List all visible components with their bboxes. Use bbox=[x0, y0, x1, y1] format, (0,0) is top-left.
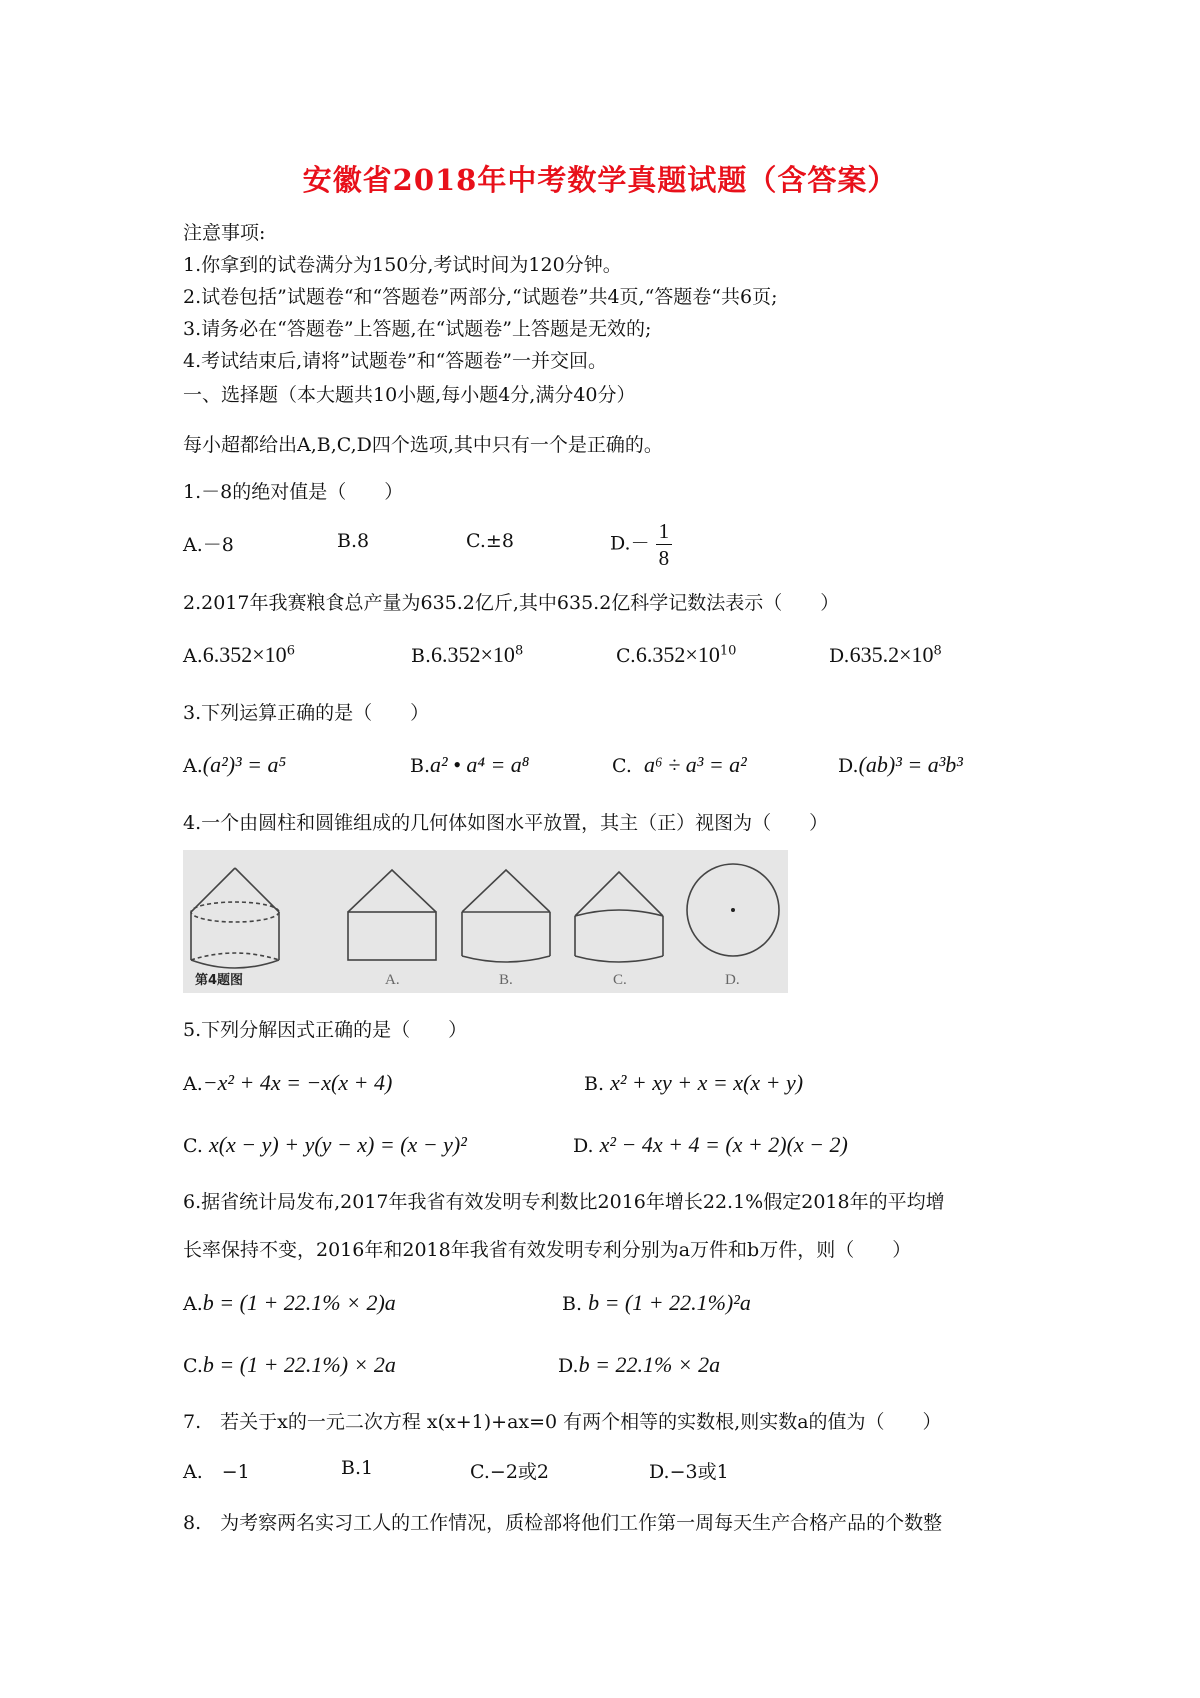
q5-option-c bbox=[183, 1132, 467, 1158]
option-expression: 6.352×10 bbox=[635, 642, 720, 667]
question-3-stem: 3.下列运算正确的是（ ） bbox=[183, 702, 430, 724]
cylinder-top-ellipse bbox=[191, 902, 279, 922]
option-expression: 6.352×10 bbox=[431, 642, 515, 667]
question-8-stem: 8. 为考察两名实习工人的工作情况，质检部将他们工作第一周每天生产合格产品的个数整 bbox=[183, 1512, 943, 1534]
cone-edge bbox=[191, 868, 235, 912]
q1-option-d-prefix: D.－ bbox=[610, 532, 650, 555]
q3-option-b bbox=[410, 752, 529, 778]
q3-option-a bbox=[183, 752, 286, 778]
option-expression: 635.2×10 bbox=[849, 642, 934, 667]
notice-heading: 注意事项: bbox=[183, 222, 266, 244]
option-expression: (ab)³ = a³b³ bbox=[858, 752, 963, 777]
option-label: C. bbox=[616, 645, 636, 667]
option-expression: b = (1 + 22.1%) × 2a bbox=[202, 1352, 396, 1377]
option-label: B. bbox=[584, 1073, 605, 1095]
exponent: 8 bbox=[933, 643, 942, 659]
q7-option-c: C.−2或2 bbox=[470, 1461, 549, 1483]
q7-option-b: B.1 bbox=[341, 1457, 374, 1479]
option-b-roof bbox=[462, 870, 550, 912]
q2-option-a bbox=[183, 642, 295, 668]
option-expression: b = 22.1% × 2a bbox=[578, 1352, 721, 1377]
cone-edge bbox=[235, 868, 279, 912]
option-expression: a⁶ ÷ a³ = a² bbox=[644, 752, 747, 777]
q3-option-d bbox=[838, 752, 963, 778]
fraction bbox=[656, 518, 673, 571]
option-expression: x² + xy + x = x(x + y) bbox=[610, 1070, 804, 1095]
option-c-top-arc bbox=[575, 910, 663, 916]
option-label: B. bbox=[562, 1293, 583, 1315]
option-label: A. bbox=[183, 1293, 203, 1315]
notice-item: 3.请务必在“答题卷”上答题,在“试题卷”上答题是无效的; bbox=[183, 318, 652, 340]
q6-option-b bbox=[562, 1290, 751, 1316]
option-c-bottom-arc bbox=[575, 956, 663, 962]
q5-option-d bbox=[573, 1132, 848, 1158]
notice-item: 2.试卷包括”试题卷“和“答题卷”两部分,“试题卷”共4页,“答题卷“共6页; bbox=[183, 286, 778, 308]
question-7-stem: 7. 若关于x的一元二次方程 x(x+1)+ax=0 有两个相等的实数根,则实数a的值为（ ） bbox=[183, 1411, 942, 1433]
q1-option-c: C.±8 bbox=[466, 530, 514, 552]
cylinder-bottom-arc bbox=[191, 960, 279, 968]
option-label: A. bbox=[183, 1073, 203, 1095]
option-label: C. bbox=[183, 1355, 203, 1377]
figure-label-b: B. bbox=[499, 972, 513, 988]
option-expression: x² − 4x + 4 = (x + 2)(x − 2) bbox=[599, 1132, 848, 1157]
section-intro: 每小超都给出A,B,C,D四个选项,其中只有一个是正确的。 bbox=[183, 434, 663, 456]
option-d-center-dot bbox=[731, 908, 735, 912]
fraction-denominator: 8 bbox=[658, 546, 670, 570]
option-label: A. bbox=[183, 645, 203, 667]
exponent: 6 bbox=[286, 643, 295, 659]
fraction-numerator: 1 bbox=[656, 518, 673, 545]
option-label: D. bbox=[829, 645, 850, 667]
exponent: 8 bbox=[514, 643, 524, 659]
option-expression: b = (1 + 22.1%)²a bbox=[588, 1290, 751, 1315]
option-a-body bbox=[348, 912, 436, 960]
question-6-stem-line2: 长率保持不变，2016年和2018年我省有效发明专利分别为a万件和b万件，则（ ） bbox=[183, 1239, 912, 1261]
question-4-figure bbox=[183, 850, 788, 993]
q5-option-b bbox=[584, 1070, 803, 1096]
option-expression: a² • a⁴ = a⁸ bbox=[430, 752, 530, 777]
cylinder-bottom-hidden-arc bbox=[191, 953, 279, 960]
q6-option-a bbox=[183, 1290, 396, 1316]
option-label: D. bbox=[838, 755, 859, 777]
option-expression: (a²)³ = a⁵ bbox=[202, 752, 287, 777]
option-a-roof bbox=[348, 870, 436, 912]
section-heading: 一、选择题（本大题共10小题,每小题4分,满分40分） bbox=[183, 384, 636, 406]
question-6-stem-line1: 6.据省统计局发布,2017年我省有效发明专利数比2016年增长22.1%假定2018年的平均增 bbox=[183, 1191, 945, 1213]
option-label: C. bbox=[183, 1135, 203, 1157]
q2-option-b bbox=[411, 642, 523, 668]
q6-option-d bbox=[558, 1352, 720, 1378]
option-label: A. bbox=[183, 755, 203, 777]
option-expression: −x² + 4x = −x(x + 4) bbox=[202, 1070, 393, 1095]
question-5-stem: 5.下列分解因式正确的是（ ） bbox=[183, 1019, 468, 1041]
exponent: 10 bbox=[719, 643, 737, 659]
q5-option-a bbox=[183, 1070, 392, 1096]
figure-label-d: D. bbox=[725, 972, 740, 988]
question-2-stem: 2.2017年我赛粮食总产量为635.2亿斤,其中635.2亿科学记数法表示（ ） bbox=[183, 592, 840, 614]
notice-item: 1.你拿到的试卷满分为150分,考试时间为120分钟。 bbox=[183, 254, 622, 276]
option-b-bottom-arc bbox=[462, 956, 550, 962]
q2-option-d bbox=[829, 642, 942, 668]
q1-option-a: A.－8 bbox=[183, 534, 234, 556]
q7-option-a: A. −1 bbox=[183, 1461, 250, 1483]
page-title: 安徽省2018年中考数学真题试题（含答案） bbox=[302, 163, 898, 197]
q3-option-c bbox=[612, 752, 747, 778]
option-expression: 6.352×10 bbox=[202, 642, 287, 667]
q7-option-d: D.−3或1 bbox=[649, 1461, 729, 1483]
option-label: B. bbox=[410, 755, 431, 777]
option-label: B. bbox=[411, 645, 432, 667]
question-4-stem: 4.一个由圆柱和圆锥组成的几何体如图水平放置，其主（正）视图为（ ） bbox=[183, 812, 829, 834]
q2-option-c bbox=[616, 642, 736, 668]
option-label: D. bbox=[558, 1355, 579, 1377]
q1-option-b: B.8 bbox=[337, 530, 370, 552]
figure-label-a: A. bbox=[385, 972, 400, 988]
figure-caption: 第4题图 bbox=[195, 973, 244, 988]
notice-item: 4.考试结束后,请将”试题卷”和“答题卷”一并交回。 bbox=[183, 350, 608, 372]
option-expression: x(x − y) + y(y − x) = (x − y)² bbox=[208, 1132, 467, 1157]
question-1-stem: 1.－8的绝对值是（ ） bbox=[183, 481, 404, 503]
q1-option-d bbox=[610, 518, 672, 571]
figure-label-c: C. bbox=[613, 972, 627, 988]
option-label: C. bbox=[612, 755, 632, 777]
q6-option-c bbox=[183, 1352, 396, 1378]
option-expression: b = (1 + 22.1% × 2)a bbox=[202, 1290, 396, 1315]
option-label: D. bbox=[573, 1135, 594, 1157]
geometry-figure bbox=[183, 850, 788, 993]
